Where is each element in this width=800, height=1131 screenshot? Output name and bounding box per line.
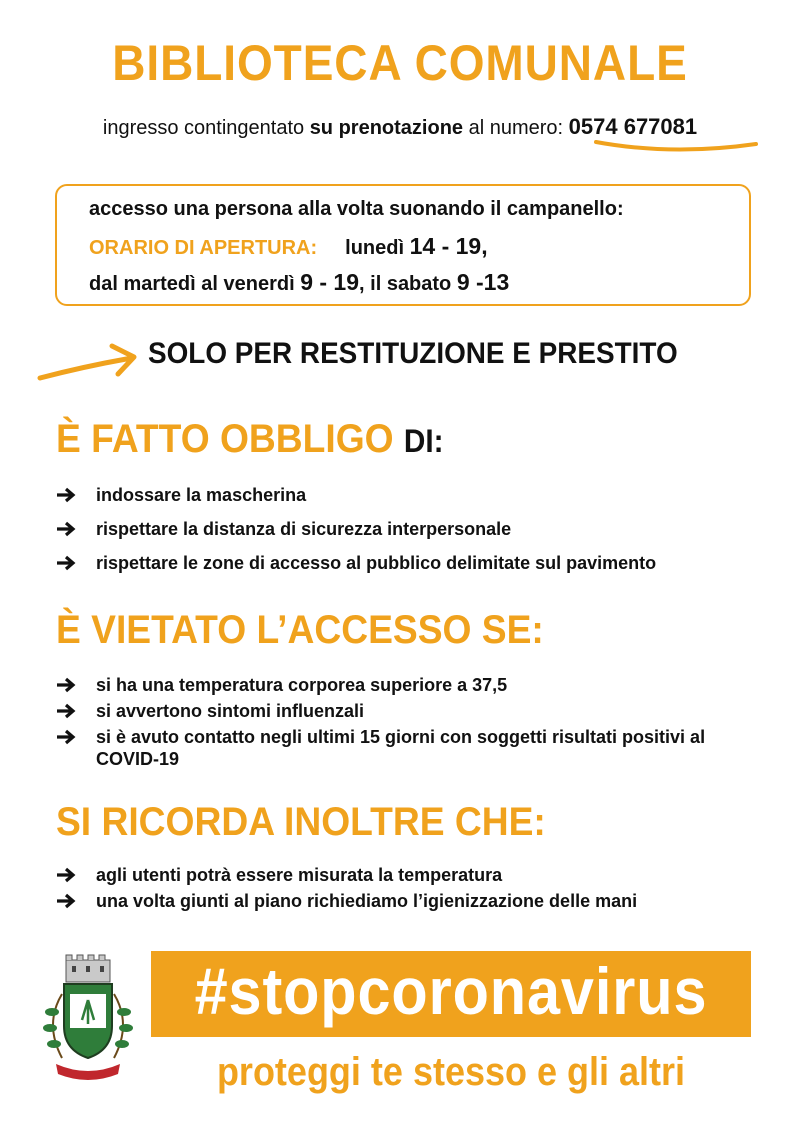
contact-mid: al numero:	[463, 117, 569, 139]
saturday-text: , il sabato	[359, 273, 457, 295]
list-item-text: una volta giunti al piano richiediamo l’igienizzazione delle mani	[96, 891, 638, 911]
list-item	[56, 890, 637, 912]
arrow-right-icon	[56, 867, 78, 883]
vietato-list	[56, 674, 756, 774]
monday-text: lunedì	[345, 237, 410, 259]
hashtag: #stopcoronavirus	[194, 954, 708, 1028]
long-arrow-icon	[36, 338, 140, 384]
list-item	[56, 518, 656, 540]
tagline: proteggi te stesso e gli altri	[216, 1050, 686, 1094]
underline-swoosh-icon	[592, 132, 762, 158]
obbligo-list	[56, 484, 656, 586]
list-item	[56, 726, 756, 770]
obbligo-heading	[56, 417, 444, 462]
arrow-right-icon	[56, 703, 78, 719]
list-item-text: si avvertono sintomi influenzali	[96, 701, 365, 721]
list-item	[56, 700, 756, 722]
service-notice: SOLO PER RESTITUZIONE E PRESTITO	[148, 337, 678, 370]
phone-number: 0574 677081	[568, 114, 698, 139]
opening-hours-line	[89, 233, 488, 260]
access-rule: accesso una persona alla volta suonando il campanello:	[89, 198, 624, 220]
weekdays-text: dal martedì al venerdì	[89, 273, 301, 295]
municipal-crest-icon	[38, 954, 138, 1084]
arrow-right-icon	[56, 487, 78, 503]
arrow-right-icon	[56, 521, 78, 537]
weekdays-hours: 9 - 19	[300, 269, 360, 295]
list-item-text: agli utenti potrà essere misurata la temperatura	[96, 865, 503, 885]
vietato-heading: È VIETATO L’ACCESSO SE:	[56, 608, 544, 652]
obbligo-heading-suffix: DI:	[403, 423, 444, 459]
obbligo-heading-text: È FATTO OBBLIGO	[56, 417, 394, 461]
arrow-right-icon	[56, 555, 78, 571]
monday-hours: 14 - 19,	[409, 233, 488, 259]
saturday-hours: 9 -13	[456, 269, 510, 295]
contact-bold: su prenotazione	[309, 117, 464, 139]
hashtag-banner	[151, 951, 751, 1037]
ricorda-list	[56, 864, 637, 916]
ricorda-heading: SI RICORDA INOLTRE CHE:	[56, 800, 546, 844]
arrow-right-icon	[56, 677, 78, 693]
list-item-text: si ha una temperatura corporea superiore a 37,5	[96, 675, 508, 695]
list-item-text: indossare la mascherina	[96, 485, 307, 505]
arrow-right-icon	[56, 893, 78, 909]
hours-box	[55, 184, 751, 306]
list-item	[56, 864, 637, 886]
list-item-text: si è avuto contatto negli ultimi 15 giorni con soggetti risultati positivi al COVID-19	[96, 727, 706, 769]
list-item	[56, 484, 656, 506]
list-item	[56, 674, 756, 696]
list-item-text: rispettare la distanza di sicurezza interpersonale	[96, 519, 512, 539]
arrow-right-icon	[56, 729, 78, 745]
list-item-text: rispettare le zone di accesso al pubblico delimitate sul pavimento	[96, 553, 657, 573]
list-item	[56, 552, 656, 574]
poster-title: BIBLIOTECA COMUNALE	[112, 35, 688, 91]
opening-hours-label: ORARIO DI APERTURA:	[89, 237, 318, 259]
weekday-hours-line	[89, 269, 509, 296]
contact-pre: ingresso contingentato	[102, 117, 310, 139]
